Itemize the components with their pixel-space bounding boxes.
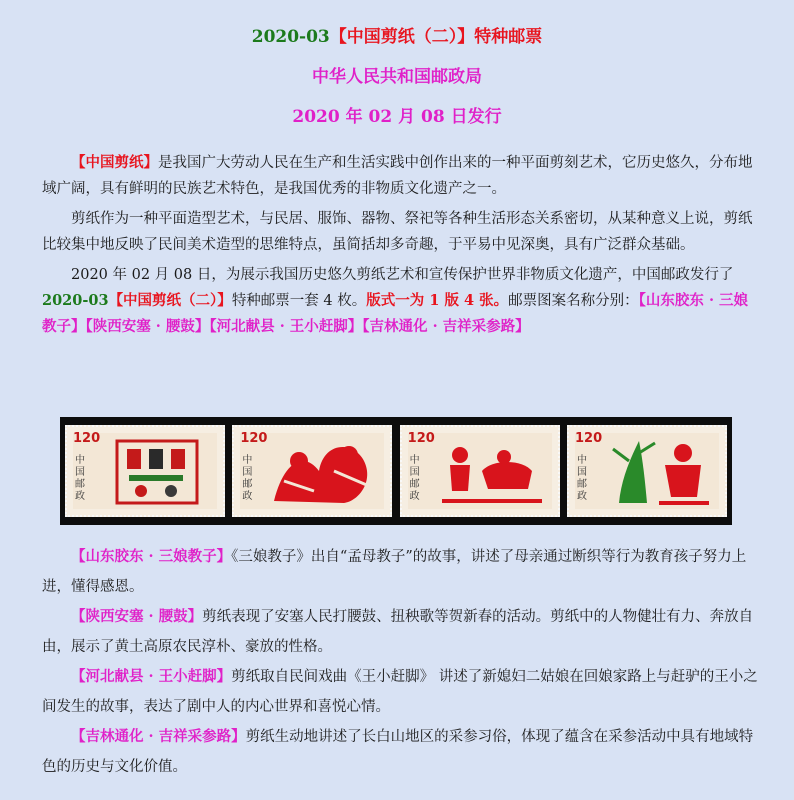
- intro-stamp-names: 【山东胶东 · 三娘教子】【陕西安塞 · 腰鼓】【河北献县 · 王小赶脚】【吉林通化 · 吉祥采参路】: [42, 292, 749, 335]
- stamp-1-denomination: 120: [73, 431, 101, 446]
- intro-issue-title: 【中国剪纸（二）】: [108, 292, 232, 309]
- stamp-4: [567, 425, 727, 517]
- detail-tag: 【吉林通化 · 吉祥采参路】: [71, 728, 246, 745]
- intro-text-3a: 2020 年 02 月 08 日，为展示我国历史悠久剪纸艺术和宣传保护世界非物质文化遗产，中国邮政发行了: [71, 267, 734, 283]
- detail-item: [42, 662, 762, 722]
- stamp-2: [232, 425, 392, 517]
- stamp-3-country: 中国邮政: [409, 455, 420, 502]
- intro-text-1: 是我国广大劳动人民在生产和生活实践中创作出来的一种平面剪刻艺术，它历史悠久，分布地域广阔，具有鲜明的民族艺术特色，是我国优秀的非物质文化遗产之一。: [42, 155, 753, 197]
- detail-text: 剪纸取自民间戏曲《王小赶脚》 讲述了新媳妇二姑娘在回娘家路上与赶驴的王小之间发生的故事，表达了剧中人的内心世界和喜悦心情。: [42, 669, 758, 715]
- detail-tag: 【陕西安塞 · 腰鼓】: [71, 608, 203, 625]
- detail-item: [42, 722, 762, 782]
- issue-code: 2020-03: [251, 27, 330, 47]
- intro-text-3b: 特种邮票一套 4 枚。: [231, 293, 367, 309]
- stamp-3: [400, 425, 560, 517]
- detail-item: [42, 602, 762, 662]
- stamp-4-country: 中国邮政: [576, 455, 587, 502]
- page-header: [0, 0, 794, 128]
- stamp-1-country: 中国邮政: [75, 455, 85, 502]
- detail-text: 剪纸表现了安塞人民打腰鼓、扭秧歌等贺新春的活动。剪纸中的人物健壮有力、奔放自由，展示了黄土高原农民淳朴、豪放的性格。: [42, 609, 754, 655]
- intro-paragraph-2: 剪纸作为一种平面造型艺术，与民居、服饰、器物、祭祀等各种生活形态关系密切，从某种意义上说，剪纸比较集中地反映了民间美术造型的思维特点，虽简括却多奇趣，于平易中见深奥，具有广泛群众基础。: [42, 211, 753, 253]
- issue-date: 2020 年 02 月 08 日发行: [292, 107, 502, 127]
- intro-paragraph-3: [42, 262, 762, 340]
- detail-item: [42, 542, 762, 602]
- intro-section: [42, 150, 762, 344]
- issuer: 中华人民共和国邮政局: [312, 67, 482, 87]
- papercut-drummers-icon: [264, 431, 384, 511]
- detail-text: 剪纸生动地讲述了长白山地区的采参习俗，体现了蕴含在采参活动中具有地域特色的历史与文化价值。: [42, 729, 754, 775]
- stamp-1: [65, 425, 225, 517]
- intro-format: 版式一为 1 版 4 张。: [366, 292, 509, 309]
- papercut-ginseng-icon: [599, 431, 719, 511]
- detail-tag: 【山东胶东 · 三娘教子】: [71, 548, 232, 565]
- stamp-3-denomination: 120: [407, 431, 435, 446]
- stamp-title: [0, 26, 794, 48]
- stamp-4-denomination: 120: [574, 431, 603, 446]
- detail-tag: 【河北献县 · 王小赶脚】: [71, 668, 232, 685]
- stamp-strip-image: [60, 417, 732, 525]
- stamp-2-denomination: 120: [240, 431, 268, 446]
- intro-paragraph-1: [42, 150, 762, 202]
- stamp-2-country: 中国邮政: [242, 455, 253, 502]
- intro-tag: 【中国剪纸】: [71, 154, 158, 171]
- papercut-donkey-icon: [432, 431, 552, 511]
- detail-text: 《三娘教子》出自“孟母教子”的故事，讲述了母亲通过断织等行为教育孩子努力上进，懂得感恩。: [42, 549, 747, 595]
- detail-section: [42, 542, 762, 782]
- issue-title: 【中国剪纸（二）】特种邮票: [329, 27, 543, 47]
- intro-issue-code: 2020-03: [42, 292, 109, 309]
- intro-text-3c: 邮票图案名称分别：: [508, 293, 639, 309]
- papercut-art-icon: [97, 431, 217, 511]
